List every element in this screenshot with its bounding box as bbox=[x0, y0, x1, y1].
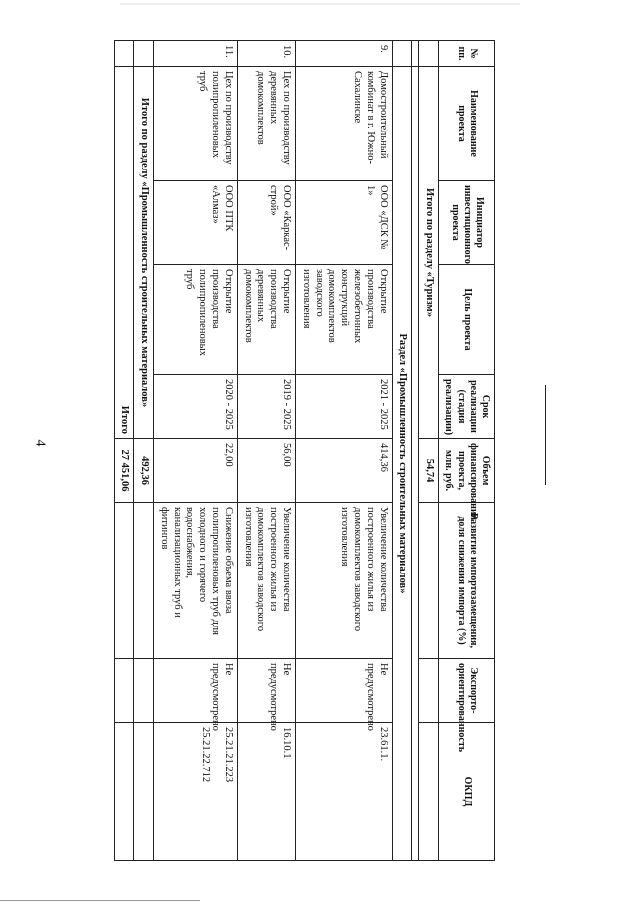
row-export: Не предусмотрено bbox=[296, 659, 393, 723]
row-no: 11. bbox=[154, 41, 238, 67]
header-volume: Объем финансирования проекта, млн. руб. bbox=[439, 439, 495, 503]
footnote-separator bbox=[545, 385, 546, 485]
row-okpd bbox=[296, 723, 393, 861]
grand-total-row bbox=[114, 41, 134, 861]
header-import: Развитие импортозамещения, доля снижения импорта (%) bbox=[439, 503, 495, 659]
spacer-row bbox=[412, 41, 419, 861]
tourism-total-row bbox=[419, 41, 439, 861]
header-goal: Цель проекта bbox=[439, 265, 495, 375]
investment-projects-table bbox=[114, 40, 495, 861]
row-initiator: ООО ПТК «Алмаз» bbox=[154, 181, 238, 265]
header-export: Экспорто-ориентированность bbox=[439, 659, 495, 723]
row-goal: Открытие производства деревянных домокомплектов bbox=[237, 265, 295, 375]
scan-artifact-top bbox=[120, 3, 520, 5]
okpd-code: 25.21.21.223 bbox=[222, 727, 234, 783]
tourism-total-label: Итого по разделу «Туризм» bbox=[419, 67, 439, 439]
rotated-table-container bbox=[60, 40, 495, 860]
row-import: Увеличение количества построенного жилья из домокомплектов заводского изготовления bbox=[296, 503, 393, 659]
row-volume: 22,00 bbox=[154, 439, 238, 503]
grand-total-value: 27 451,06 bbox=[114, 439, 134, 503]
okpd-code: 23.61.1. bbox=[377, 727, 389, 762]
row-export: Не предусмотрено bbox=[154, 659, 238, 723]
header-name: Наименование проекта bbox=[439, 67, 495, 181]
header-row bbox=[439, 41, 495, 861]
row-name: Цех по производству полипропиленовых труб bbox=[154, 67, 238, 181]
header-okpd: ОКПД bbox=[439, 723, 495, 861]
okpd-code: 16.10.1 bbox=[281, 727, 293, 759]
tourism-total-value: 54,74 bbox=[419, 439, 439, 503]
row-initiator: ООО «Каркас-строй» bbox=[237, 181, 295, 265]
row-goal: Открытие производства железобетонных конструкций домокомплектов заводского изготовления bbox=[296, 265, 393, 375]
row-okpd bbox=[237, 723, 295, 861]
row-okpd bbox=[154, 723, 238, 861]
row-no: 10. bbox=[237, 41, 295, 67]
row-name: Цех по производству деревянных домокомплектов bbox=[237, 67, 295, 181]
row-period: 2019 - 2025 bbox=[237, 375, 295, 439]
row-period: 2020 - 2025 bbox=[154, 375, 238, 439]
table-row bbox=[296, 41, 393, 861]
header-no: № пп. bbox=[439, 41, 495, 67]
row-no: 9. bbox=[296, 41, 393, 67]
section-total-label: Итого по разделу «Промышленность строительных материалов» bbox=[134, 67, 154, 439]
header-initiator: Инициатор инвестиционного проекта bbox=[439, 181, 495, 265]
section-total-value: 492,36 bbox=[134, 439, 154, 503]
table-row bbox=[154, 41, 238, 861]
section-total-row bbox=[134, 41, 154, 861]
row-period: 2021 - 2025 bbox=[296, 375, 393, 439]
section-title: Раздел «Промышленность строительных материалов» bbox=[392, 67, 412, 861]
row-volume: 56,00 bbox=[237, 439, 295, 503]
row-name: Домостроительный комбинат в г. Южно-Сахалинске bbox=[296, 67, 393, 181]
table-row bbox=[237, 41, 295, 861]
header-period: Срок реализации (стадия реализации) bbox=[439, 375, 495, 439]
okpd-code: 25.21.22.712 bbox=[200, 727, 212, 783]
page-number: 4 bbox=[32, 439, 48, 447]
row-export: Не предусмотрено bbox=[237, 659, 295, 723]
row-volume: 414,36 bbox=[296, 439, 393, 503]
row-import: Увеличение количества построенного жилья из домокомплектов заводского изготовления bbox=[237, 503, 295, 659]
section-title-row bbox=[392, 41, 412, 861]
row-initiator: ООО «ДСК № 1» bbox=[296, 181, 393, 265]
row-import: Снижение объема ввоза полипропиленовых труб для холодного и горячего водоснабжения, канализационных труб и фитингов bbox=[154, 503, 238, 659]
grand-total-label: Итого bbox=[114, 67, 134, 439]
row-goal: Открытие производства полипропиленовых труб bbox=[154, 265, 238, 375]
scan-artifact-bottom bbox=[0, 900, 200, 901]
